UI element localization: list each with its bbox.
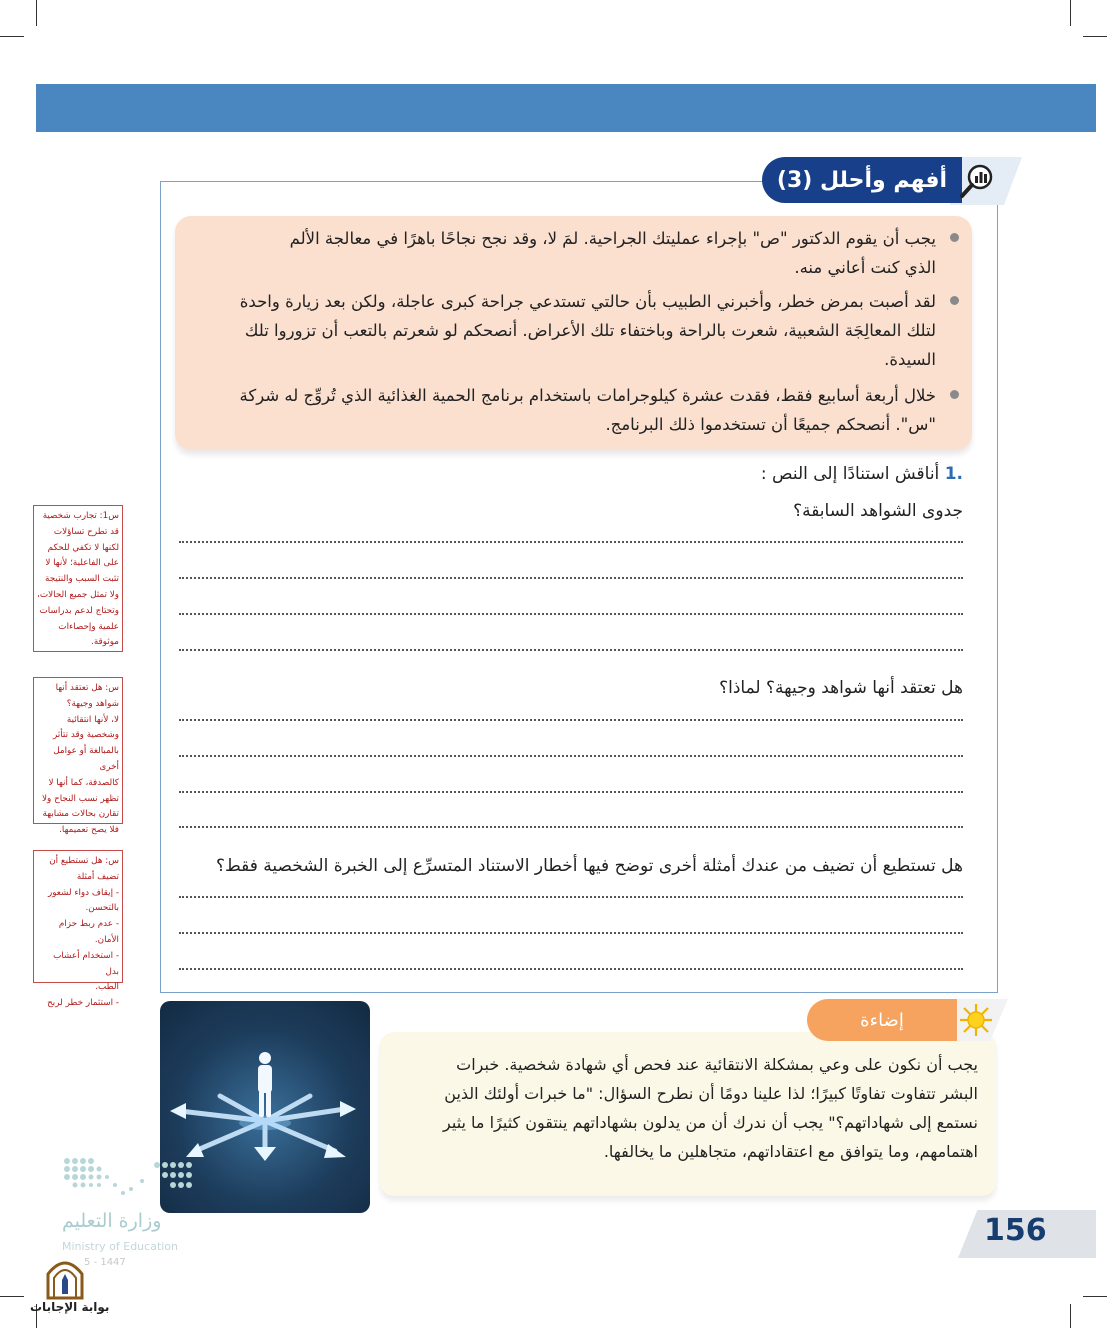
illumination-line: نستمع إلى شهاداتهم؟" يجب أن ندرك أن من يدلون بشهاداتهم ينتقون كثيرًا ما يثير: [443, 1113, 978, 1132]
side-answer-line: ولا تمثل جميع الحالات،: [37, 589, 119, 600]
side-answer-line: - عدم ربط حزام الأمان.: [58, 919, 119, 945]
side-answer-line: شواهد وجيهة؟: [66, 698, 119, 709]
sub-question-3: هل تستطيع أن تضيف من عندك أمثلة أخرى توضح فيها أخطار الاستناد المتسرِّع إلى الخبرة الشخصية فقط؟: [216, 856, 963, 876]
scenario-line: يجب أن يقوم الدكتور "ص" بإجراء عمليتك الجراحية. لمَ لا، وقد نجح نجاحًا باهرًا في معالجة الألم: [289, 229, 936, 248]
section-title: أفهم وأحلل (3): [762, 157, 962, 203]
scenario-line: السيدة.: [884, 350, 936, 369]
scenario-3: [178, 381, 936, 439]
answer-line[interactable]: [179, 577, 963, 579]
side-answer-line: تظهر نسب النجاح ولا: [42, 793, 119, 804]
crop-mark: [1070, 1304, 1071, 1328]
crop-mark: [0, 1296, 24, 1297]
side-answer-line: تقارن بحالات مشابهة: [42, 809, 119, 820]
header-banner: [36, 84, 1096, 132]
answer-line[interactable]: [179, 719, 963, 721]
crop-mark: [36, 0, 37, 26]
side-answer-line: س: هل تعتقد أنها: [55, 683, 119, 693]
side-answer-line: بالمبالغة أو عوامل أخرى: [53, 746, 119, 772]
answer-line[interactable]: [179, 613, 963, 615]
answer-line[interactable]: [179, 791, 963, 793]
sub-question-2: هل تعتقد أنها شواهد وجيهة؟ لماذا؟: [719, 678, 963, 698]
side-answer-line: - استثمار خطر لربح: [47, 998, 119, 1009]
scenario-line: لقد أصبت بمرض خطر، وأخبرني الطبيب بأن حالتي تستدعي جراحة كبرى عاجلة، ولكن بعد زيارة واحدة: [239, 292, 936, 311]
ministry-name-en: Ministry of Education: [62, 1240, 179, 1253]
illumination-text: [388, 1050, 978, 1166]
sun-icon: [957, 1003, 995, 1037]
illumination-line: البشر تتفاوت تفاوتًا كبيرًا؛ لذا علينا دومًا أن نطرح السؤال: "ما خبرات أولئك الذين: [444, 1084, 978, 1103]
side-answer-line: الطب.: [95, 982, 119, 993]
side-answer-line: س: هل تستطيع أن: [49, 856, 119, 866]
scenario-line: خلال أربعة أسابيع فقط، فقدت عشرة كيلوجرامات باستخدام برنامج الحمية الغذائية الذي تُروِّج له شركة: [239, 386, 936, 405]
side-answer-line: وشخصية وقد تتأثر: [52, 730, 119, 741]
bullet: [950, 296, 959, 305]
page-number: 156: [984, 1213, 1047, 1248]
scenario-line: "س". أنصحكم جميعًا أن تستخدموا ذلك البرنامج.: [605, 415, 936, 434]
side-answer-line: فلا يصح تعميمها.: [59, 825, 119, 836]
crop-mark: [1070, 0, 1071, 26]
answer-line[interactable]: [179, 649, 963, 651]
side-answer-line: - استخدام أعشاب بدل: [53, 950, 119, 977]
side-answer-line: علمية وإحصاءات: [58, 621, 119, 632]
illumination-line: يجب أن نكون على وعي بمشكلة الانتقائية عند فحص أي شهادة شخصية. خبرات: [456, 1055, 978, 1074]
side-answer-2: [33, 677, 123, 836]
side-answer-line: تضيف أمثلة: [76, 871, 119, 882]
answer-line[interactable]: [179, 968, 963, 970]
side-answer-line: وتحتاج لدعم بدراسات: [39, 605, 119, 616]
answer-line[interactable]: [179, 541, 963, 543]
answer-line[interactable]: [179, 896, 963, 898]
scenario-line: الذي كنت أعاني منه.: [794, 258, 936, 277]
question-1: [761, 464, 963, 484]
ministry-year: 5 - 1447: [84, 1257, 126, 1268]
ministry-name-ar: وزارة التعليم: [62, 1210, 162, 1232]
crop-mark: [1083, 36, 1107, 37]
answer-line[interactable]: [179, 826, 963, 828]
crop-mark: [0, 36, 24, 37]
portal-name: بوابة الإجابات: [30, 1300, 110, 1314]
side-answer-line: كالصدفة، كما أنها لا: [48, 777, 119, 788]
scenario-1: [178, 224, 936, 282]
side-answer-line: بالتحسن.: [85, 903, 119, 914]
scenario-2: [178, 287, 936, 374]
portal-logo-icon: [40, 1254, 90, 1300]
illumination-line: اهتمامهم، وما يتوافق مع اعتقاداتهم، متجاهلين ما يخالفها.: [603, 1142, 978, 1161]
side-answer-line: موثوقة.: [91, 637, 119, 648]
sub-question-1: جدوى الشواهد السابقة؟: [793, 501, 963, 521]
side-answer-line: على الفاعلية؛ لأنها لا: [45, 558, 119, 569]
side-answer-line: قد تطرح تساؤلات: [53, 526, 119, 537]
side-answer-line: - إيقاف دواء لشعور: [47, 887, 119, 898]
bullet: [950, 390, 959, 399]
side-answer-line: لا، لأنها انتقائية: [66, 714, 119, 725]
bullet: [950, 233, 959, 242]
magnifier-chart-icon: [958, 162, 996, 200]
ministry-logo-icon: [62, 1155, 202, 1205]
question-number: .1: [944, 464, 963, 484]
answer-line[interactable]: [179, 932, 963, 934]
question-text: أناقش استنادًا إلى النص :: [760, 464, 940, 484]
side-answer-line: س1: تجارب شخصية: [42, 511, 119, 521]
side-answer-3: [33, 850, 123, 1009]
side-answer-1: [33, 505, 123, 652]
side-answer-line: تثبت السبب والنتيجة: [45, 574, 119, 585]
crop-mark: [1083, 1296, 1107, 1297]
scenario-line: لتلك المعالِجَة الشعبية، شعرت بالراحة وباختفاء تلك الأعراض. أنصحكم لو شعرتم بالتعب أن تزوروا تلك: [244, 321, 936, 340]
side-answer-line: لكنها لا تكفي للحكم: [47, 542, 119, 553]
illumination-title: إضاءة: [807, 999, 957, 1041]
answer-line[interactable]: [179, 755, 963, 757]
